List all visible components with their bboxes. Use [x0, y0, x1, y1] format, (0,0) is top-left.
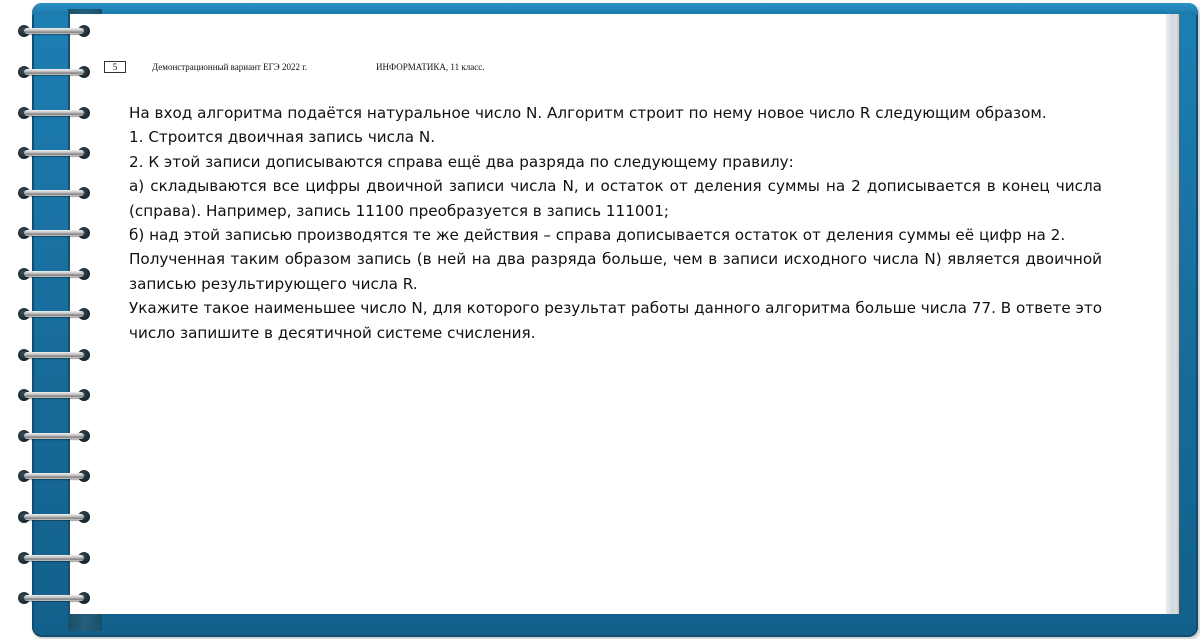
ring-wire — [24, 230, 84, 236]
ring-wire — [24, 190, 84, 196]
ring-wire — [24, 69, 84, 75]
ring-wire — [24, 28, 84, 34]
ring-wire — [24, 271, 84, 277]
ring-wire — [24, 392, 84, 398]
ring-wire — [24, 555, 84, 561]
paragraph-step-b: б) над этой записью производятся те же действия – справа дописывается остаток от деления суммы её цифр на 2. — [129, 226, 1066, 245]
ring-wire — [24, 473, 84, 479]
paragraph-step-1: 1. Строится двоичная запись числа N. — [129, 128, 436, 147]
task-text — [129, 101, 1102, 345]
page-stack-edge — [1166, 14, 1174, 614]
ring-wire — [24, 433, 84, 439]
ring-wire — [24, 150, 84, 156]
spiral-ring-icon — [18, 25, 90, 37]
paragraph-result: Полученная таким образом запись (в ней на два разряда больше, чем в записи исходного числа N) является двоичной записью результирующего числа R. — [129, 250, 1102, 293]
spiral-ring-icon — [18, 107, 90, 119]
paragraph-step-a: а) складываются все цифры двоичной записи числа N, и остаток от деления суммы на 2 дописывается в конец числа (справа). Например, запись 11100 преобразуется в запись 111001; — [129, 177, 1102, 220]
spiral-ring-icon — [18, 389, 90, 401]
ring-wire — [24, 110, 84, 116]
spiral-ring-icon — [18, 592, 90, 604]
spiral-ring-icon — [18, 349, 90, 361]
spiral-ring-icon — [18, 147, 90, 159]
page-number-box: 5 — [104, 61, 126, 73]
header-title: Демонстрационный вариант ЕГЭ 2022 г. — [152, 62, 308, 72]
header-subject: ИНФОРМАТИКА, 11 класс. — [376, 62, 485, 72]
ring-wire — [24, 514, 84, 520]
paragraph-step-2: 2. К этой записи дописываются справа ещё два разряда по следующему правилу: — [129, 152, 794, 171]
ring-wire — [24, 352, 84, 358]
spiral-ring-icon — [18, 511, 90, 523]
spiral-ring-icon — [18, 470, 90, 482]
paragraph-intro: На вход алгоритма подаётся натуральное число N. Алгоритм строит по нему новое число R следующим образом. — [129, 104, 1047, 122]
spiral-ring-icon — [18, 308, 90, 320]
spiral-ring-icon — [18, 187, 90, 199]
paragraph-question: Укажите такое наименьшее число N, для которого результат работы данного алгоритма больше числа 77. В ответе это число запишите в десятичной системе счисления. — [129, 299, 1102, 342]
spiral-ring-icon — [18, 430, 90, 442]
spiral-ring-icon — [18, 66, 90, 78]
spiral-ring-icon — [18, 268, 90, 280]
ring-wire — [24, 595, 84, 601]
ring-wire — [24, 311, 84, 317]
spiral-ring-icon — [18, 552, 90, 564]
spiral-ring-icon — [18, 227, 90, 239]
